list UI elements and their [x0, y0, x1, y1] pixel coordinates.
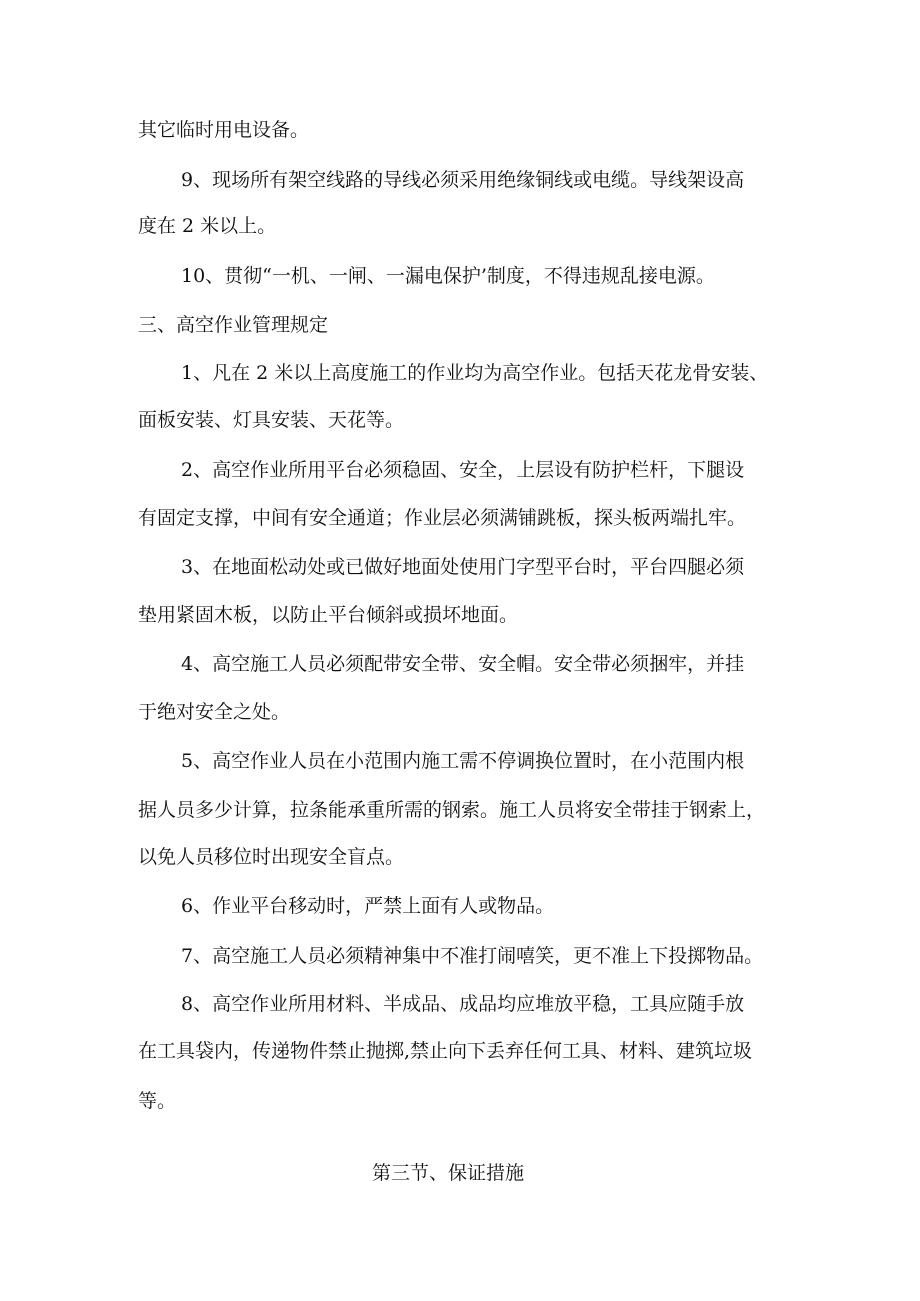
paragraph-line: 面板安装、灯具安装、天花等。: [138, 409, 405, 431]
paragraph-line: 等。: [138, 1090, 177, 1112]
paragraph-line: 据人员多少计算，拉条能承重所需的钢索。施工人员将安全带挂于钢索上，: [138, 799, 766, 821]
paragraph-line: 8、高空作业所用材料、半成品、成品均应堆放平稳，工具应随手放: [181, 993, 745, 1015]
paragraph-line: 5、高空作业人员在小范围内施工需不停调换位置时，在小范围内根: [181, 750, 745, 772]
paragraph-line: 1、凡在 2 米以上高度施工的作业均为高空作业。包括天花龙骨安装、: [181, 362, 769, 384]
paragraph-line: 其它临时用电设备。: [138, 119, 310, 141]
paragraph-line: 7、高空施工人员必须精神集中不准打闹嘻笑，更不准上下投掷物品。: [181, 945, 764, 967]
paragraph-line: 9、现场所有架空线路的导线必须采用绝缘铜线或电缆。导线架设高: [181, 169, 745, 191]
section-title: 第三节、保证措施: [372, 1162, 525, 1184]
paragraph-line: 垫用紧固木板，以防止平台倾斜或损坏地面。: [138, 604, 519, 626]
paragraph-line: 有固定支撑，中间有安全通道；作业层必须满铺跳板，探头板两端扎牢。: [138, 507, 747, 529]
paragraph-line: 度在 2 米以上。: [138, 215, 277, 237]
paragraph-line: 10、贯彻“一机、一闸、一漏电保护’制度，不得违规乱接电源。: [181, 265, 715, 287]
paragraph-line: 3、在地面松动处或已做好地面处使用门字型平台时，平台四腿必须: [181, 556, 745, 578]
paragraph-line: 2、高空作业所用平台必须稳固、安全，上层设有防护栏杆，下腿设: [181, 459, 745, 481]
paragraph-line: 6、作业平台移动时，严禁上面有人或物品。: [181, 895, 555, 917]
paragraph-line: 于绝对安全之处。: [138, 701, 291, 723]
section-heading: 三、高空作业管理规定: [138, 314, 329, 336]
paragraph-line: 以免人员移位时出现安全盲点。: [138, 846, 405, 868]
paragraph-line: 在工具袋内，传递物件禁止抛掷,禁止向下丢弃任何工具、材料、建筑垃圾: [138, 1040, 753, 1062]
paragraph-line: 4、高空施工人员必须配带安全带、安全帽。安全带必须捆牢，并挂: [181, 653, 745, 675]
